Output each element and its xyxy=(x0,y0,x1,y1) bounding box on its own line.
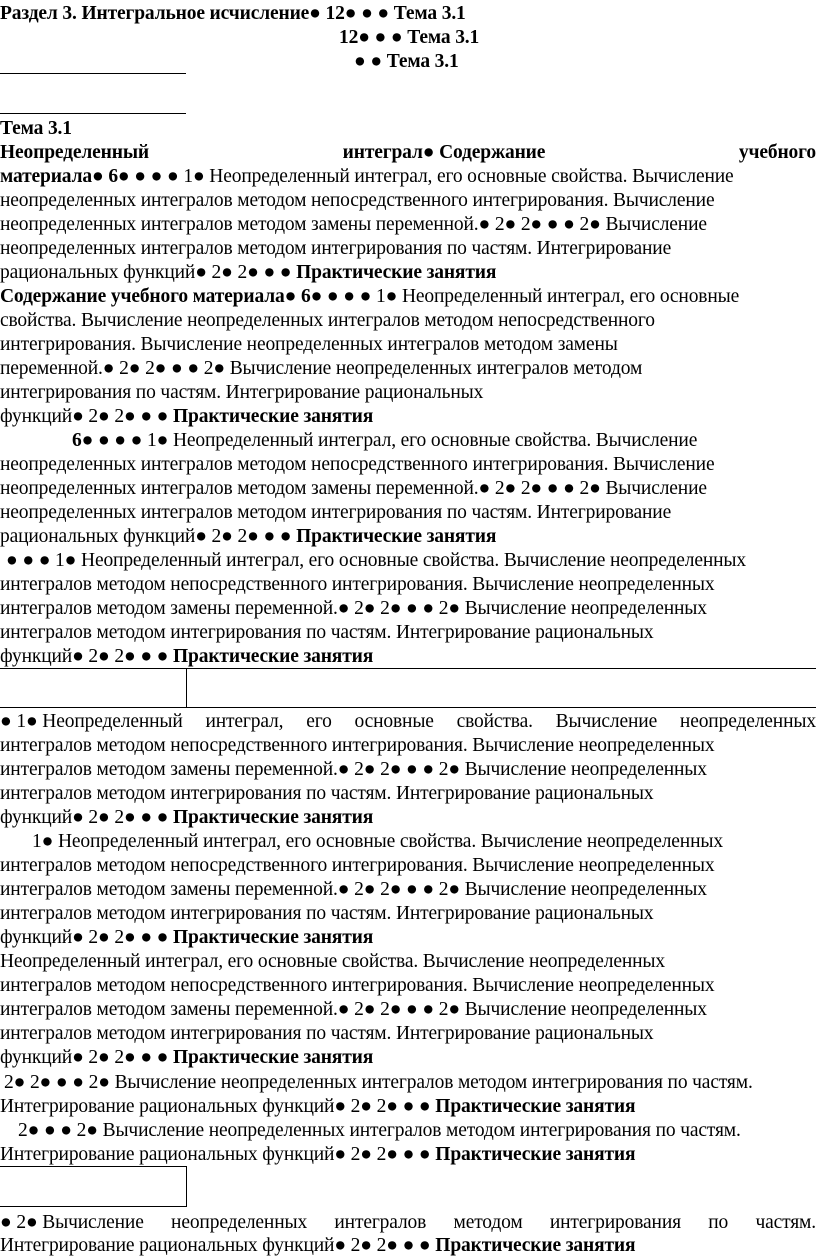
paragraph-line: интегралов методом интегрирования по частям. Интегрирование рациональных xyxy=(0,783,654,804)
table-frame-top xyxy=(0,1166,186,1167)
practice-label: Практические занятия xyxy=(173,646,374,667)
paragraph-line: рациональных функций● 2● 2● ● ● Практические занятия xyxy=(0,526,497,547)
practice-label: Практические занятия xyxy=(173,1047,374,1068)
paragraph-line: ● ● ● 1● Неопределенный интеграл, его основные свойства. Вычисление неопределенных xyxy=(6,550,746,571)
short-rule-2 xyxy=(0,113,186,114)
short-rule-1 xyxy=(0,73,186,74)
paragraph-line: Содержание учебного материала● 6● ● ● ● 1● Неопределенный интеграл, его основные xyxy=(0,286,740,307)
paragraph-line: Интегрирование рациональных функций● 2● 2● ● ● Практические занятия xyxy=(0,1144,636,1165)
practice-label: Практические занятия xyxy=(296,526,497,547)
header-line-3: ● ● Тема 3.1 xyxy=(354,51,459,72)
paragraph-line: функций● 2● 2● ● ● Практические занятия xyxy=(0,406,374,427)
paragraph-line: 2● ● ● 2● Вычисление неопределенных интегралов методом интегрирования по частям. xyxy=(18,1120,741,1141)
paragraph-line: интегралов методом непосредственного интегрирования. Вычисление неопределенных xyxy=(0,975,715,996)
paragraph-line: неопределенных интегралов методом непосредственного интегрирования. Вычисление xyxy=(0,454,715,475)
paragraph-line: интегралов методом замены переменной.● 2● 2● ● ● 2● Вычисление неопределенных xyxy=(0,598,707,619)
header-line-2: 12● ● ● Тема 3.1 xyxy=(339,27,480,48)
paragraph-line: интегралов методом интегрирования по частям. Интегрирование рациональных xyxy=(0,1023,654,1044)
paragraph-line: Интегрирование рациональных функций● 2● 2● ● ● Практические занятия xyxy=(0,1096,636,1117)
practice-label: Практические занятия xyxy=(173,927,374,948)
paragraph-line: интегралов методом непосредственного интегрирования. Вычисление неопределенных xyxy=(0,574,715,595)
topic-word-mid: интеграл● Содержание xyxy=(342,142,546,163)
paragraph-line: неопределенных интегралов методом замены переменной.● 2● 2● ● ● 2● Вычисление xyxy=(0,214,707,235)
paragraph-line: интегралов методом непосредственного интегрирования. Вычисление неопределенных xyxy=(0,735,715,756)
paragraph-line: интегралов методом интегрирования по частям. Интегрирование рациональных xyxy=(0,622,654,643)
paragraph-line: функций● 2● 2● ● ● Практические занятия xyxy=(0,807,374,828)
table-frame-bottom xyxy=(0,1206,186,1207)
paragraph-line: Неопределенный интеграл, его основные свойства. Вычисление неопределенных xyxy=(0,951,665,972)
practice-label: Практические занятия xyxy=(435,1144,636,1165)
paragraph-line: интегрирования. Вычисление неопределенных интегралов методом замены xyxy=(0,334,618,355)
section-heading xyxy=(0,2,816,26)
practice-label: Практические занятия xyxy=(435,1235,636,1256)
paragraph-line: интегралов методом интегрирования по частям. Интегрирование рациональных xyxy=(0,903,654,924)
paragraph-line: 1● Неопределенный интеграл, его основные свойства. Вычисление неопределенных xyxy=(32,831,723,852)
paragraph-line: интегралов методом замены переменной.● 2● 2● ● ● 2● Вычисление неопределенных xyxy=(0,759,707,780)
table-divider xyxy=(186,1166,187,1207)
paragraph-line: ● 2● Вычисление неопределенных интегралов методом интегрирования по частям. xyxy=(0,1212,816,1233)
table-frame xyxy=(0,668,816,708)
practice-label: Практические занятия xyxy=(435,1096,636,1117)
paragraph-line: интегрирования по частям. Интегрирование рациональных xyxy=(0,382,484,403)
paragraph-line: ● 1● Неопределенный интеграл, его основные свойства. Вычисление неопределенных xyxy=(0,711,816,732)
topic-title: Тема 3.1 xyxy=(0,118,72,139)
paragraph-line: свойства. Вычисление неопределенных интегралов методом непосредственного xyxy=(0,310,655,331)
table-divider xyxy=(186,668,187,708)
paragraph-line: интегралов методом непосредственного интегрирования. Вычисление неопределенных xyxy=(0,855,715,876)
paragraph-line: интегралов методом замены переменной.● 2● 2● ● ● 2● Вычисление неопределенных xyxy=(0,879,707,900)
paragraph-line: неопределенных интегралов методом непосредственного интегрирования. Вычисление xyxy=(0,190,715,211)
paragraph-line: неопределенных интегралов методом интегрирования по частям. Интегрирование xyxy=(0,502,672,523)
paragraph-line: переменной.● 2● 2● ● ● 2● Вычисление неопределенных интегралов методом xyxy=(0,358,643,379)
paragraph-line: материала● 6● ● ● ● 1● Неопределенный интеграл, его основные свойства. Вычисление xyxy=(0,166,734,187)
paragraph-line: функций● 2● 2● ● ● Практические занятия xyxy=(0,927,374,948)
practice-label: Практические занятия xyxy=(173,406,374,427)
section-heading-text: Раздел 3. Интегральное исчисление● 12● ● ● Тема 3.1 xyxy=(0,3,466,24)
paragraph-line: Интегрирование рациональных функций● 2● 2● ● ● Практические занятия xyxy=(0,1235,636,1256)
paragraph-line: неопределенных интегралов методом замены переменной.● 2● 2● ● ● 2● Вычисление xyxy=(0,478,707,499)
topic-word-left: Неопределенный xyxy=(0,142,149,163)
practice-label: Практические занятия xyxy=(173,807,374,828)
paragraph-line: неопределенных интегралов методом интегрирования по частям. Интегрирование xyxy=(0,238,672,259)
paragraph-line: 6● ● ● ● 1● Неопределенный интеграл, его основные свойства. Вычисление xyxy=(72,430,698,451)
paragraph-line: интегралов методом замены переменной.● 2● 2● ● ● 2● Вычисление неопределенных xyxy=(0,999,707,1020)
paragraph-line: 2● 2● ● ● 2● Вычисление неопределенных интегралов методом интегрирования по частям. xyxy=(4,1072,753,1093)
practice-label: Практические занятия xyxy=(296,262,497,283)
paragraph-line: функций● 2● 2● ● ● Практические занятия xyxy=(0,646,374,667)
topic-word-right: учебного xyxy=(738,142,816,163)
paragraph-line: функций● 2● 2● ● ● Практические занятия xyxy=(0,1047,374,1068)
topic-row xyxy=(0,141,816,165)
paragraph-line: рациональных функций● 2● 2● ● ● Практические занятия xyxy=(0,262,497,283)
